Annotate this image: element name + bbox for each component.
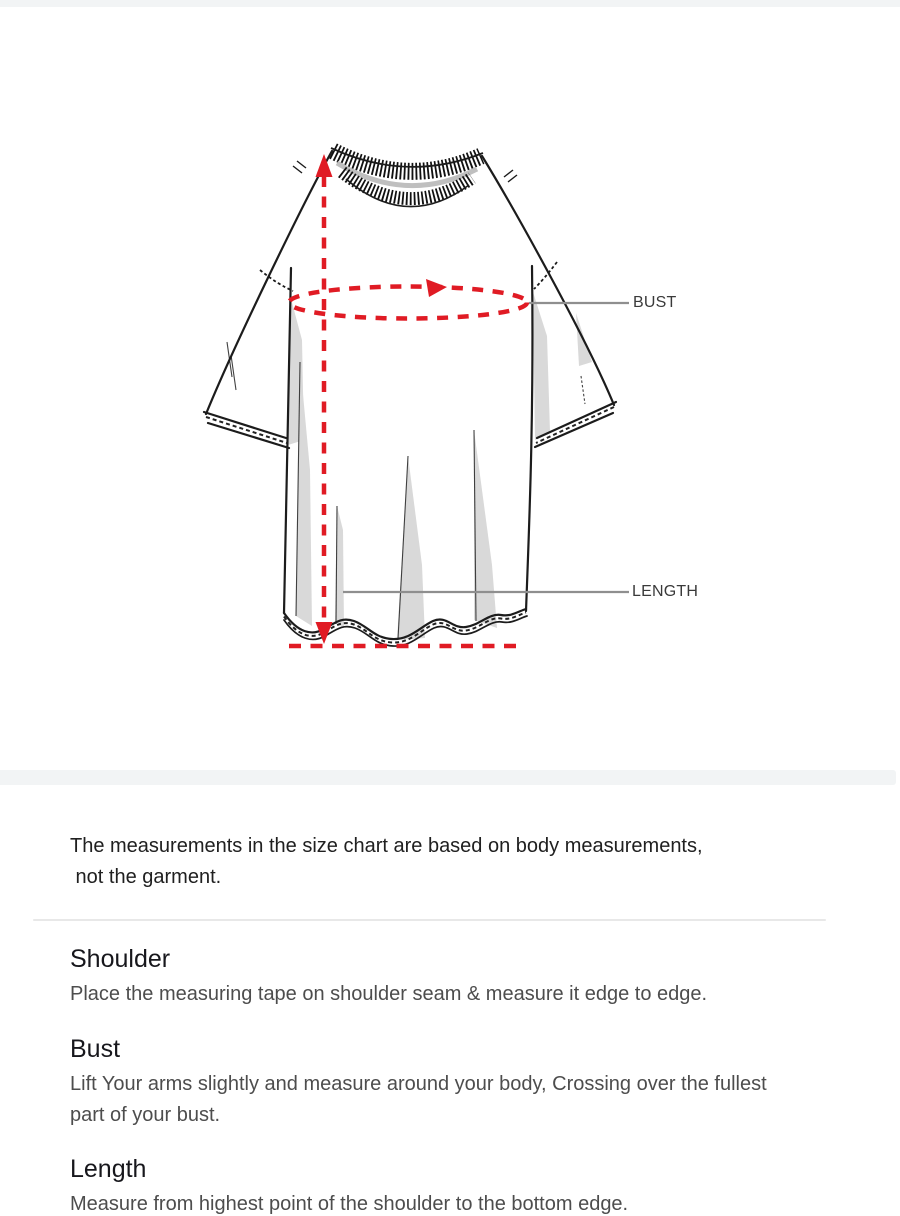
section-text-line: Lift Your arms slightly and measure around your body, Crossing over the fullest <box>70 1073 767 1095</box>
section-text-line: Measure from highest point of the shoulder to the bottom edge. <box>70 1193 629 1215</box>
size-chart-note <box>70 831 703 893</box>
section-shoulder <box>70 946 707 1010</box>
note-line-2: not the garment. <box>70 866 222 888</box>
bust-label: BUST <box>633 294 677 311</box>
section-title: Bust <box>70 1035 121 1063</box>
section-text-line: Place the measuring tape on shoulder seam & measure it edge to edge. <box>70 983 708 1005</box>
section-text-line: part of your bust. <box>70 1104 221 1126</box>
section-length <box>70 1156 628 1216</box>
section-divider-strip <box>0 770 896 785</box>
note-line-1: The measurements in the size chart are based on body measurements, <box>70 835 703 857</box>
horizontal-divider <box>33 919 826 921</box>
length-label: LENGTH <box>632 583 699 600</box>
section-bust <box>70 1036 767 1131</box>
section-title: Length <box>70 1155 147 1183</box>
section-title: Shoulder <box>70 945 171 973</box>
